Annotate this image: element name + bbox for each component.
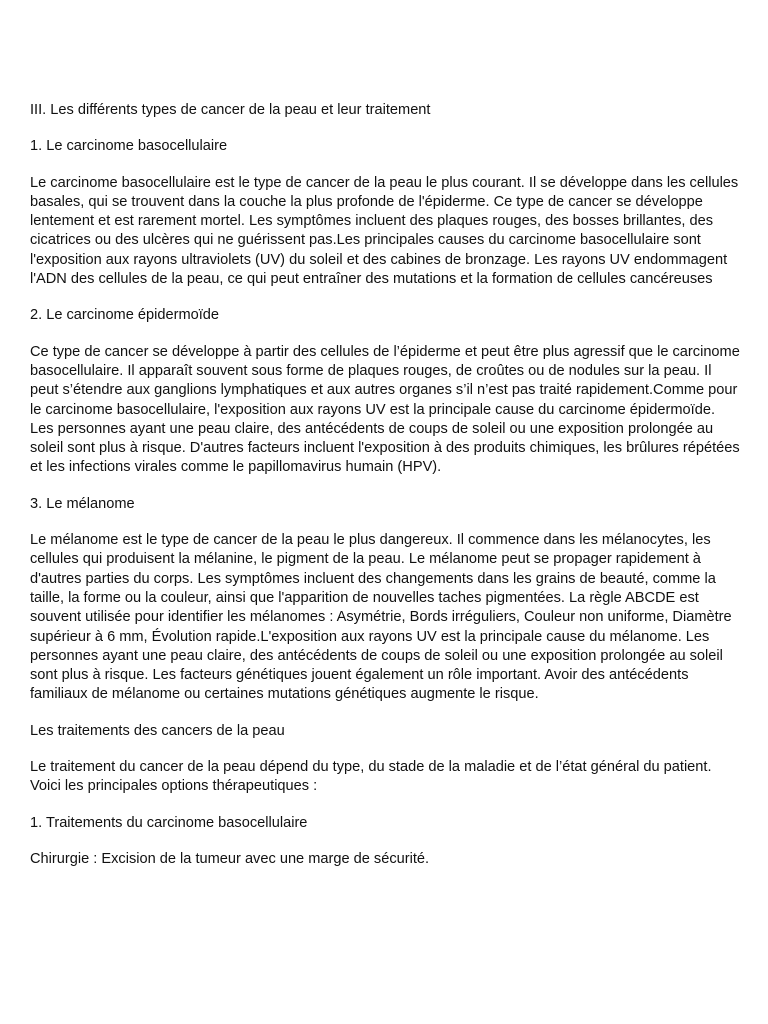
- document-page: [30, 101, 742, 886]
- document-title: III. Les différents types de cancer de la peau et leur traitement: [30, 102, 431, 118]
- subsection-heading-basal-cell-treatments: 1. Traitements du carcinome basocellulaire: [30, 814, 308, 831]
- paragraph-basal-cell: Le carcinome basocellulaire est le type de cancer de la peau le plus courant. Il se développe dans les cellules basales, qui se trouvent dans la couche la plus profonde de l'épiderme. Ce type de cancer se développe lentement et est rarement mortel. Les symptômes incluent des plaques rouges, des bosses brillantes, des cicatrices ou des ulcères qui ne guérissent pas.Les principales causes du carcinome basocellulaire sont l'exposition aux rayons ultraviolets (UV) du soleil et des cabines de bronzage. Les rayons UV endommagent l'ADN des cellules de la peau, ce qui peut entraîner des mutations et la formation de cellules cancéreuses: [30, 174, 739, 288]
- paragraph-treatments-intro: Le traitement du cancer de la peau dépend du type, du stade de la maladie et de l’état général du patient. Voici les principales options thérapeutiques :: [30, 759, 712, 795]
- section-heading-treatments: Les traitements des cancers de la peau: [30, 722, 285, 739]
- section-heading-squamous-cell: 2. Le carcinome épidermoïde: [30, 307, 220, 324]
- treatment-item-surgery: Chirurgie : Excision de la tumeur avec une marge de sécurité.: [30, 850, 430, 867]
- section-heading-basal-cell: 1. Le carcinome basocellulaire: [30, 138, 228, 155]
- paragraph-melanoma: Le mélanome est le type de cancer de la peau le plus dangereux. Il commence dans les mélanocytes, les cellules qui produisent la mélanine, le pigment de la peau. Le mélanome peut se propager rapidement à d'autres parties du corps. Les symptômes incluent des changements dans les grains de beauté, comme la taille, la forme ou la couleur, ainsi que l'apparition de nouvelles taches pigmentées. La règle ABCDE est souvent utilisée pour identifier les mélanomes : Asymétrie, Bords irréguliers, Couleur non uniforme, Diamètre supérieur à 6 mm, Évolution rapide.L'exposition aux rayons UV est la principale cause du mélanome. Les personnes ayant une peau claire, des antécédents de coups de soleil ou une exposition prolongée au soleil sont plus à risque. Les facteurs génétiques jouent également un rôle important. Avoir des antécédents familiaux de mélanome ou certaines mutations génétiques augmente le risque.: [30, 532, 732, 703]
- section-heading-melanoma: 3. Le mélanome: [30, 495, 135, 512]
- paragraph-squamous-cell: Ce type de cancer se développe à partir des cellules de l’épiderme et peut être plus agressif que le carcinome basocellulaire. Il apparaît souvent sous forme de plaques rouges, de croûtes ou de nodules sur la peau. Il peut s’étendre aux ganglions lymphatiques et aux autres organes s’il n’est pas traité rapidement.Comme pour le carcinome basocellulaire, l'exposition aux rayons UV est la principale cause du carcinome épidermoïde. Les personnes ayant une peau claire, des antécédents de coups de soleil ou une exposition prolongée au soleil sont plus à risque. D'autres facteurs incluent l'exposition à des produits chimiques, les brûlures répétées et les infections virales comme le papillomavirus humain (HPV).: [30, 343, 740, 476]
